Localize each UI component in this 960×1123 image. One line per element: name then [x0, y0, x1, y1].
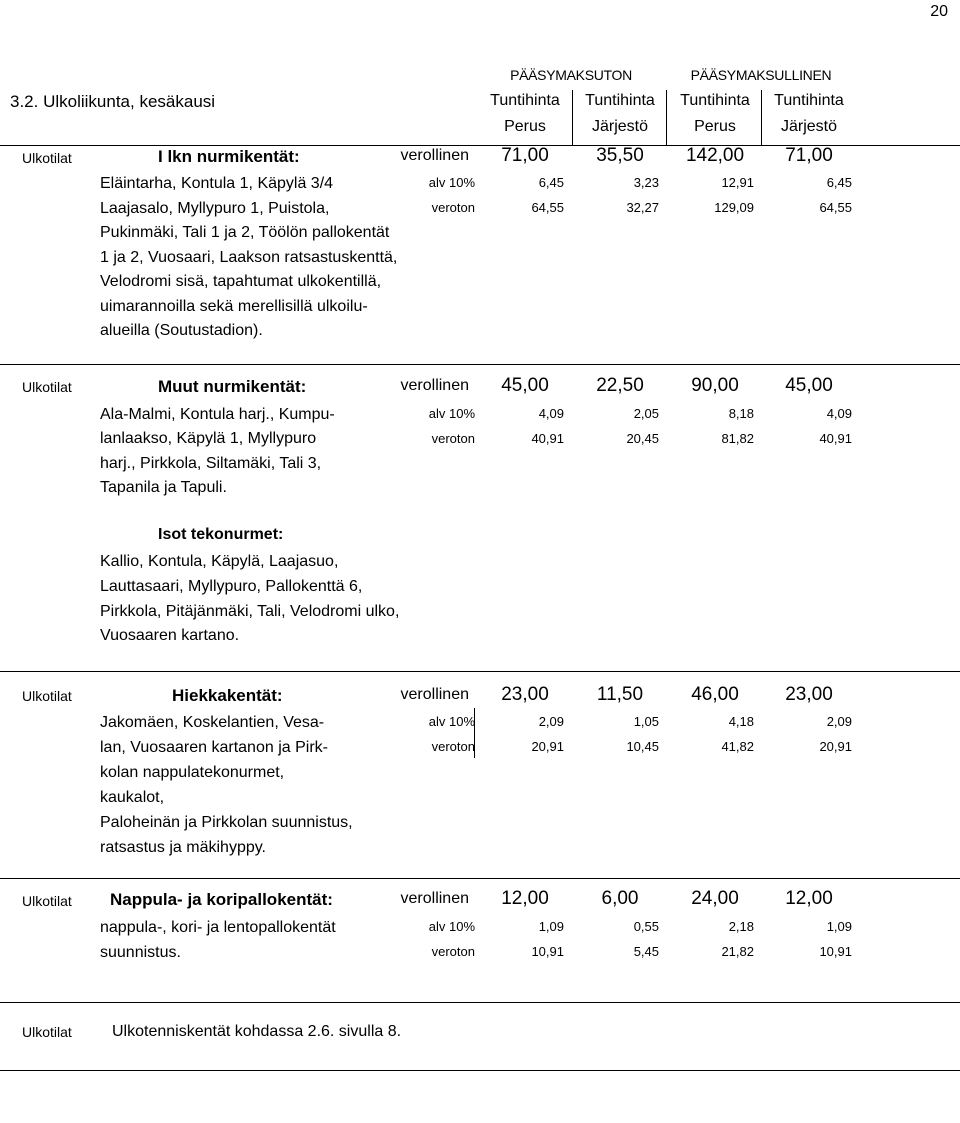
price-cell: 40,91	[531, 431, 564, 446]
section-divider	[0, 878, 960, 879]
header-col2-line1: Tuntihinta	[585, 92, 655, 109]
venue-desc-line: kaukalot,	[100, 789, 165, 806]
venue-desc-line: nappula-, kori- ja lentopallokentät	[100, 919, 336, 936]
venue-desc-line: Ala-Malmi, Kontula harj., Kumpu-	[100, 406, 335, 423]
venue-desc-line: lanlaakso, Käpylä 1, Myllypuro	[100, 430, 317, 447]
price-cell: 4,18	[728, 714, 754, 729]
price-cell: 20,91	[531, 739, 564, 754]
header-col3-line2: Perus	[694, 118, 736, 135]
venue-desc-line: ratsastus ja mäkihyppy.	[100, 839, 266, 856]
row-label-verollinen: verollinen	[400, 890, 469, 907]
venue-desc-line: alueilla (Soutustadion).	[100, 322, 263, 339]
sub-category-title: Isot tekonurmet:	[158, 526, 284, 543]
price-cell: 64,55	[819, 200, 852, 215]
header-divider	[572, 90, 573, 145]
header-divider	[666, 90, 667, 145]
price-cell: 10,45	[626, 739, 659, 754]
price-cell: 22,50	[596, 375, 644, 396]
header-col4-line1: Tuntihinta	[774, 92, 844, 109]
price-cell: 40,91	[819, 431, 852, 446]
price-cell: 1,05	[633, 714, 659, 729]
price-cell: 10,91	[819, 944, 852, 959]
row-label-alv: alv 10%	[428, 175, 475, 190]
section-divider	[0, 1070, 960, 1071]
venue-desc-line: suunnistus.	[100, 944, 181, 961]
venue-desc-line: Kallio, Kontula, Käpylä, Laajasuo,	[100, 553, 339, 570]
venue-desc-line: Paloheinän ja Pirkkolan suunnistus,	[100, 814, 353, 831]
section-title: 3.2. Ulkoliikunta, kesäkausi	[10, 92, 216, 111]
price-cell: 21,82	[721, 944, 754, 959]
header-col1-line2: Perus	[504, 118, 546, 135]
venue-desc-line: harj., Pirkkola, Siltamäki, Tali 3,	[100, 455, 322, 472]
venue-desc-line: Tapanila ja Tapuli.	[100, 479, 227, 496]
price-cell: 2,18	[728, 919, 754, 934]
price-cell: 5,45	[633, 944, 659, 959]
place-label: Ulkotilat	[22, 1024, 72, 1040]
category-title: Muut nurmikentät:	[158, 377, 307, 396]
price-cell: 46,00	[691, 684, 739, 705]
venue-desc-line: kolan nappulatekonurmet,	[100, 764, 285, 781]
venue-desc-line: Pukinmäki, Tali 1 ja 2, Töölön pallokentät	[100, 224, 390, 241]
price-cell: 3,23	[633, 175, 659, 190]
price-cell: 10,91	[531, 944, 564, 959]
header-col2-line2: Järjestö	[591, 118, 649, 135]
row-label-veroton: veroton	[431, 739, 475, 754]
price-cell: 142,00	[685, 145, 745, 166]
header-group-free: PÄÄSYMAKSUTON	[510, 67, 632, 83]
category-title: Hiekkakentät:	[172, 686, 283, 705]
header-col3-line1: Tuntihinta	[680, 92, 750, 109]
place-label: Ulkotilat	[22, 150, 72, 166]
price-cell: 32,27	[626, 200, 659, 215]
price-cell: 20,45	[626, 431, 659, 446]
row-label-veroton: veroton	[431, 200, 475, 215]
venue-desc-line: lan, Vuosaaren kartanon ja Pirk-	[100, 739, 328, 756]
row-label-alv: alv 10%	[428, 919, 475, 934]
price-cell: 20,91	[819, 739, 852, 754]
place-label: Ulkotilat	[22, 893, 72, 909]
price-cell: 2,09	[538, 714, 564, 729]
tennis-note: Ulkotenniskentät kohdassa 2.6. sivulla 8.	[112, 1023, 402, 1040]
price-cell: 45,00	[501, 375, 549, 396]
price-cell: 24,00	[691, 888, 739, 909]
price-cell: 4,09	[826, 406, 852, 421]
venue-desc-line: Laajasalo, Myllypuro 1, Puistola,	[100, 200, 330, 217]
venue-desc-line: Vuosaaren kartano.	[100, 627, 240, 644]
venue-desc-line: Velodromi sisä, tapahtumat ulkokentillä,	[100, 273, 382, 290]
row-label-verollinen: verollinen	[400, 686, 469, 703]
price-cell: 129,09	[714, 200, 754, 215]
venue-desc-line: Pirkkola, Pitäjänmäki, Tali, Velodromi ulko,	[100, 603, 400, 620]
price-cell: 71,00	[501, 145, 549, 166]
header-col4-line2: Järjestö	[780, 118, 838, 135]
row-label-alv: alv 10%	[428, 714, 475, 729]
header-divider	[761, 90, 762, 145]
price-cell: 12,00	[785, 888, 833, 909]
row-label-verollinen: verollinen	[400, 147, 469, 164]
section-divider	[0, 1002, 960, 1003]
venue-desc-line: uimarannoilla sekä merellisillä ulkoilu-	[100, 298, 368, 315]
page-number: 20	[930, 3, 948, 20]
price-cell: 81,82	[721, 431, 754, 446]
price-cell: 12,91	[721, 175, 754, 190]
price-cell: 90,00	[691, 375, 739, 396]
price-cell: 6,45	[538, 175, 564, 190]
place-label: Ulkotilat	[22, 379, 72, 395]
price-cell: 2,05	[633, 406, 659, 421]
category-title: Nappula- ja koripallokentät:	[110, 890, 333, 909]
row-label-veroton: veroton	[431, 431, 475, 446]
venue-desc-line: Lauttasaari, Myllypuro, Pallokenttä 6,	[100, 578, 363, 595]
price-cell: 45,00	[785, 375, 833, 396]
section-divider	[0, 364, 960, 365]
price-cell: 0,55	[633, 919, 659, 934]
row-label-verollinen: verollinen	[400, 377, 469, 394]
price-cell: 8,18	[728, 406, 754, 421]
category-title: I lkn nurmikentät:	[158, 147, 300, 166]
price-cell: 6,00	[601, 888, 639, 909]
section-divider	[0, 671, 960, 672]
venue-desc-line: Eläintarha, Kontula 1, Käpylä 3/4	[100, 175, 334, 192]
place-label: Ulkotilat	[22, 688, 72, 704]
price-cell: 2,09	[826, 714, 852, 729]
price-cell: 12,00	[501, 888, 549, 909]
price-cell: 6,45	[826, 175, 852, 190]
row-label-veroton: veroton	[431, 944, 475, 959]
price-cell: 35,50	[596, 145, 644, 166]
price-cell: 41,82	[721, 739, 754, 754]
price-cell: 64,55	[531, 200, 564, 215]
price-cell: 23,00	[785, 684, 833, 705]
price-cell: 4,09	[538, 406, 564, 421]
price-cell: 11,50	[596, 684, 644, 705]
header-group-paid: PÄÄSYMAKSULLINEN	[690, 67, 832, 83]
price-cell: 1,09	[826, 919, 852, 934]
venue-desc-line: Jakomäen, Koskelantien, Vesa-	[100, 714, 325, 731]
price-cell: 1,09	[538, 919, 564, 934]
row-label-alv: alv 10%	[428, 406, 475, 421]
price-cell: 71,00	[785, 145, 833, 166]
header-col1-line1: Tuntihinta	[490, 92, 560, 109]
venue-desc-line: 1 ja 2, Vuosaari, Laakson ratsastuskenttä,	[100, 249, 398, 266]
price-cell: 23,00	[501, 684, 549, 705]
